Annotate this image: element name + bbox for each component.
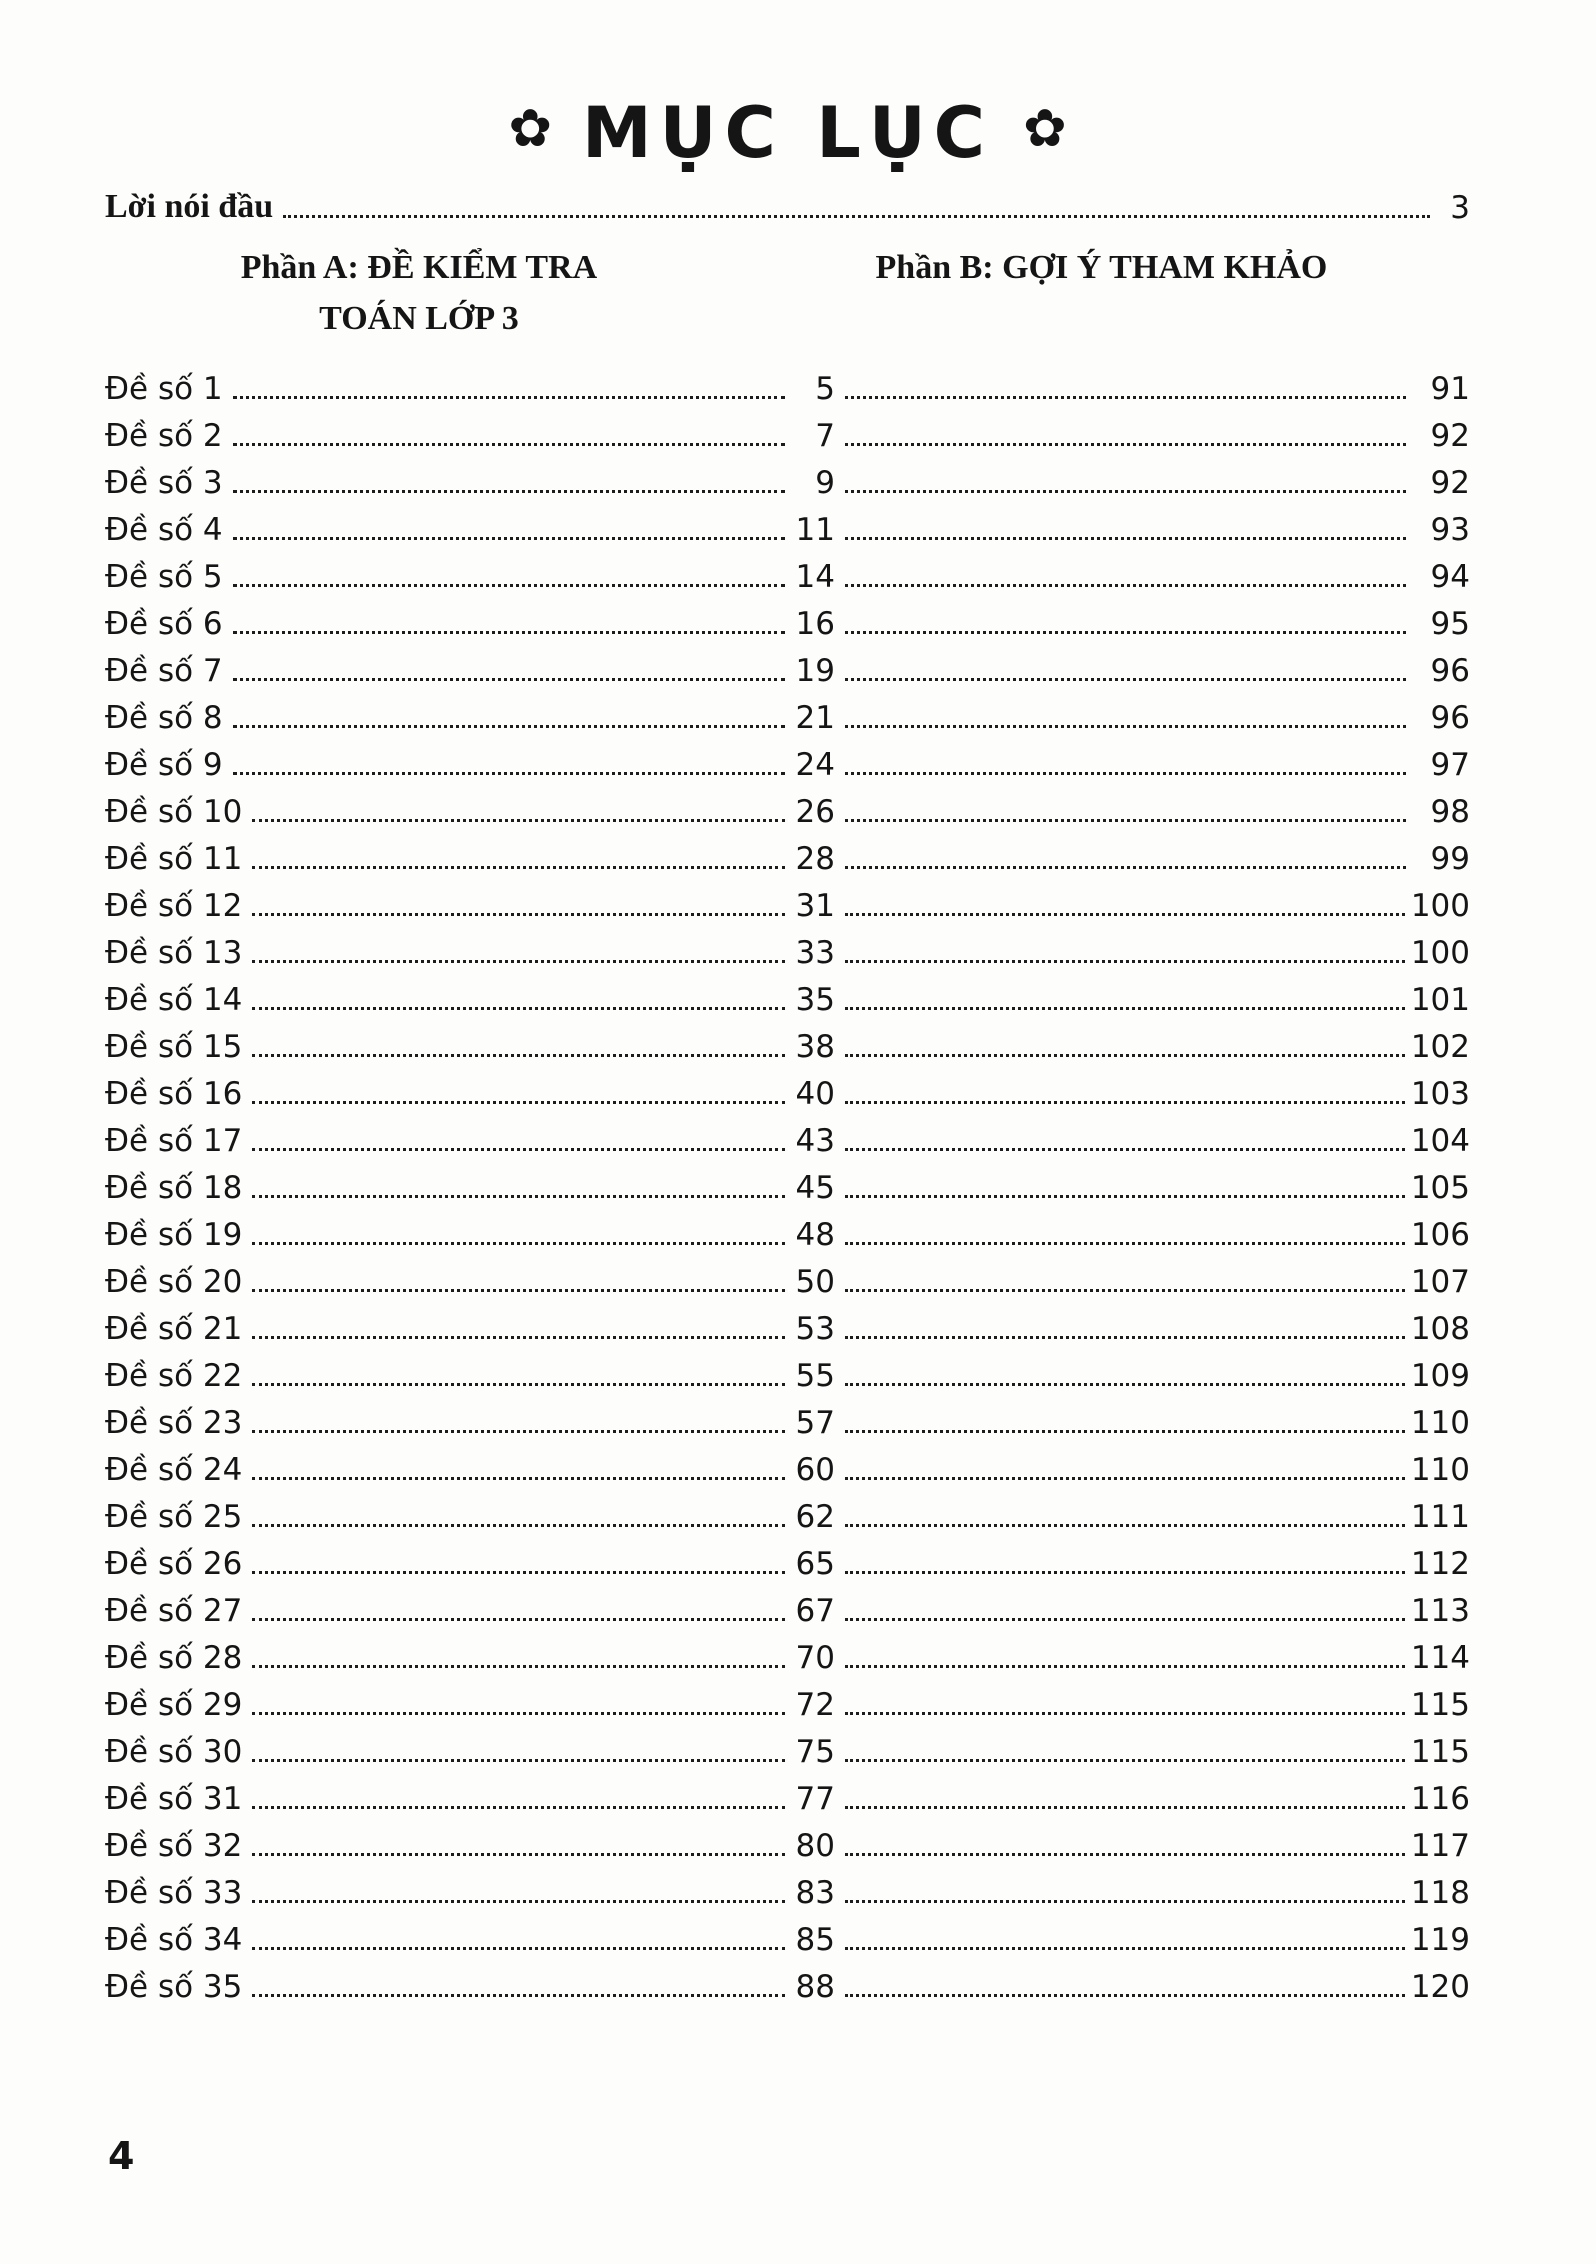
toc-entry-segment-a (105, 1499, 835, 1535)
toc-entry-segment-b (835, 1640, 1470, 1676)
toc-entry-page-b: 97 (1430, 747, 1470, 783)
toc-entry-page-a: 21 (795, 700, 835, 736)
toc-entry (105, 1300, 1470, 1347)
toc-entry-page-a: 70 (795, 1640, 835, 1676)
toc-entry-page-a: 45 (795, 1170, 835, 1206)
toc-entry-segment-b (835, 1405, 1470, 1441)
toc-entry-segment-a (105, 1123, 835, 1159)
toc-entry-page-a: 38 (795, 1029, 835, 1065)
toc-entry (105, 548, 1470, 595)
dot-leader (845, 1054, 1405, 1057)
toc-entry-label: Đề số 19 (105, 1217, 243, 1253)
toc-entry-label: Đề số 34 (105, 1922, 243, 1958)
header-part-a-line1: Phần A: ĐỀ KIỂM TRA (240, 249, 598, 286)
toc-entry-page-a: 33 (795, 935, 835, 971)
dot-leader (233, 725, 785, 728)
toc-entry-segment-b (835, 1734, 1470, 1770)
dot-leader (252, 866, 785, 869)
toc-entry-label: Đề số 11 (105, 841, 243, 877)
toc-entry-page-a: 40 (795, 1076, 835, 1112)
dot-leader (252, 1054, 785, 1057)
toc-entry (105, 1582, 1470, 1629)
dot-leader (845, 678, 1406, 681)
toc-entry-page-a: 7 (815, 418, 835, 454)
toc-entry-page-a: 11 (795, 512, 835, 548)
toc-entry-page-b: 120 (1410, 1969, 1470, 2005)
toc-entry-label: Đề số 14 (105, 982, 243, 1018)
dot-leader (233, 772, 785, 775)
dot-leader (845, 1477, 1405, 1480)
toc-entry-segment-a (105, 1029, 835, 1065)
dot-leader (845, 772, 1406, 775)
toc-entry-label: Đề số 15 (105, 1029, 243, 1065)
toc-entry-segment-b (835, 1969, 1470, 2005)
toc-entry-page-b: 92 (1430, 418, 1470, 454)
toc-entry-page-a: 77 (795, 1781, 835, 1817)
toc-entry (105, 1770, 1470, 1817)
toc-entry-segment-a (105, 1311, 835, 1347)
toc-entry-segment-a (105, 1358, 835, 1394)
toc-entry-label: Đề số 25 (105, 1499, 243, 1535)
dot-leader (845, 819, 1406, 822)
toc-entry-label: Đề số 3 (105, 465, 223, 501)
toc-entry-page-b: 92 (1430, 465, 1470, 501)
toc-entry-segment-a (105, 1546, 835, 1582)
dot-leader (845, 1430, 1405, 1433)
toc-entry-page-b: 119 (1410, 1922, 1470, 1958)
toc-entry-label: Đề số 2 (105, 418, 223, 454)
toc-entry-page-a: 14 (795, 559, 835, 595)
toc-entry-page-a: 43 (795, 1123, 835, 1159)
toc-entry-page-b: 116 (1410, 1781, 1470, 1817)
flower-icon-left: ✿ (508, 99, 552, 159)
toc-entry-page-a: 24 (795, 747, 835, 783)
toc-entry-segment-b (835, 559, 1470, 595)
toc-entry-label: Đề số 13 (105, 935, 243, 971)
toc-entry-segment-b (835, 935, 1470, 971)
toc-entry-label: Đề số 18 (105, 1170, 243, 1206)
toc-entry-label: Đề số 22 (105, 1358, 243, 1394)
toc-entry-label: Đề số 21 (105, 1311, 243, 1347)
preface-page-number: 3 (1450, 190, 1470, 226)
toc-entry-page-a: 9 (815, 465, 835, 501)
dot-leader (233, 443, 785, 446)
dot-leader (845, 1571, 1405, 1574)
toc-entry-segment-a (105, 982, 835, 1018)
dot-leader (283, 215, 1430, 218)
dot-leader (233, 537, 785, 540)
toc-entry-segment-a (105, 1687, 835, 1723)
toc-entry-segment-b (835, 841, 1470, 877)
toc-entry-segment-a (105, 371, 835, 407)
dot-leader (845, 1665, 1405, 1668)
toc-entry-page-a: 53 (795, 1311, 835, 1347)
dot-leader (252, 1383, 785, 1386)
toc-entry-label: Đề số 26 (105, 1546, 243, 1582)
toc-entry-page-a: 57 (795, 1405, 835, 1441)
toc-entry-page-b: 93 (1430, 512, 1470, 548)
dot-leader (845, 1994, 1405, 1997)
toc-entry-page-b: 106 (1410, 1217, 1470, 1253)
toc-entry (105, 1488, 1470, 1535)
toc-entry-segment-a (105, 1076, 835, 1112)
dot-leader (252, 1994, 785, 1997)
dot-leader (845, 1148, 1405, 1151)
toc-entry-segment-b (835, 1593, 1470, 1629)
toc-entry-page-b: 114 (1410, 1640, 1470, 1676)
dot-leader (252, 1524, 785, 1527)
header-part-a-line2: TOÁN LỚP 3 (319, 300, 519, 337)
toc-entry-page-b: 94 (1430, 559, 1470, 595)
toc-entry-label: Đề số 29 (105, 1687, 243, 1723)
dot-leader (252, 1477, 785, 1480)
toc-entry-page-b: 110 (1410, 1405, 1470, 1441)
toc-entry-page-b: 107 (1410, 1264, 1470, 1300)
toc-entry-label: Đề số 27 (105, 1593, 243, 1629)
toc-entry (105, 689, 1470, 736)
toc-entry-label: Đề số 23 (105, 1405, 243, 1441)
dot-leader (845, 960, 1405, 963)
toc-entry-page-b: 104 (1410, 1123, 1470, 1159)
toc-entry-segment-b (835, 1875, 1470, 1911)
toc-entry (105, 642, 1470, 689)
dot-leader (845, 1806, 1405, 1809)
page-title: MỤC LỤC (581, 92, 994, 174)
toc-entry-page-b: 91 (1430, 371, 1470, 407)
dot-leader (845, 1007, 1405, 1010)
dot-leader (252, 1289, 785, 1292)
toc-entry-page-b: 109 (1410, 1358, 1470, 1394)
toc-entry (105, 830, 1470, 877)
toc-entry-segment-a (105, 1781, 835, 1817)
dot-leader (845, 1101, 1405, 1104)
dot-leader (233, 396, 785, 399)
dot-leader (845, 537, 1406, 540)
toc-entry (105, 501, 1470, 548)
toc-entry-segment-b (835, 1029, 1470, 1065)
toc-entry-segment-a (105, 1217, 835, 1253)
toc-entry-page-b: 101 (1410, 982, 1470, 1018)
toc-list (105, 360, 1470, 2005)
toc-entry-segment-a (105, 841, 835, 877)
toc-entry-segment-a (105, 888, 835, 924)
toc-entry (105, 1911, 1470, 1958)
toc-entry-page-a: 83 (795, 1875, 835, 1911)
header-part-b-line1: Phần B: GỢI Ý THAM KHẢO (875, 249, 1328, 286)
flower-icon-right: ✿ (1023, 99, 1067, 159)
toc-entry (105, 1018, 1470, 1065)
toc-entry-page-b: 100 (1410, 935, 1470, 971)
toc-entry-page-b: 96 (1430, 653, 1470, 689)
toc-entry-page-b: 118 (1410, 1875, 1470, 1911)
toc-entry-segment-a (105, 1593, 835, 1629)
dot-leader (845, 584, 1406, 587)
dot-leader (252, 1806, 785, 1809)
toc-entry-segment-a (105, 1170, 835, 1206)
dot-leader (845, 631, 1406, 634)
toc-entry (105, 1206, 1470, 1253)
toc-entry-segment-a (105, 747, 835, 783)
dot-leader (252, 1101, 785, 1104)
toc-entry-segment-a (105, 1264, 835, 1300)
dot-leader (845, 913, 1405, 916)
toc-entry (105, 1864, 1470, 1911)
dot-leader (252, 960, 785, 963)
toc-entry-segment-a (105, 935, 835, 971)
dot-leader (252, 1618, 785, 1621)
toc-entry-label: Đề số 24 (105, 1452, 243, 1488)
toc-entry (105, 1441, 1470, 1488)
toc-entry-page-a: 50 (795, 1264, 835, 1300)
dot-leader (845, 1383, 1405, 1386)
toc-entry-label: Đề số 4 (105, 512, 223, 548)
toc-entry-segment-a (105, 465, 835, 501)
toc-entry-page-a: 85 (795, 1922, 835, 1958)
toc-entry-page-a: 62 (795, 1499, 835, 1535)
toc-entry-label: Đề số 16 (105, 1076, 243, 1112)
toc-entry (105, 1723, 1470, 1770)
toc-entry-page-a: 19 (795, 653, 835, 689)
dot-leader (252, 1336, 785, 1339)
toc-entry-page-a: 67 (795, 1593, 835, 1629)
toc-entry (105, 1394, 1470, 1441)
dot-leader (252, 1007, 785, 1010)
dot-leader (845, 396, 1406, 399)
toc-entry-label: Đề số 33 (105, 1875, 243, 1911)
preface-label: Lời nói đầu (105, 188, 274, 225)
toc-entry (105, 1535, 1470, 1582)
dot-leader (845, 1289, 1405, 1292)
toc-entry-label: Đề số 6 (105, 606, 223, 642)
dot-leader (252, 1195, 785, 1198)
footer-page-number: 4 (108, 2134, 135, 2178)
toc-entry-segment-b (835, 418, 1470, 454)
toc-entry-segment-b (835, 1264, 1470, 1300)
toc-entry-page-a: 48 (795, 1217, 835, 1253)
toc-entry-segment-b (835, 794, 1470, 830)
dot-leader (845, 866, 1406, 869)
toc-entry-segment-a (105, 512, 835, 548)
toc-entry-segment-a (105, 1640, 835, 1676)
toc-entry-page-b: 112 (1410, 1546, 1470, 1582)
toc-entry-segment-b (835, 747, 1470, 783)
dot-leader (252, 1665, 785, 1668)
dot-leader (252, 1148, 785, 1151)
toc-entry (105, 924, 1470, 971)
dot-leader (845, 1712, 1405, 1715)
toc-entry-segment-b (835, 982, 1470, 1018)
toc-entry-segment-a (105, 1405, 835, 1441)
column-headers (105, 242, 1470, 344)
toc-entry-segment-a (105, 1734, 835, 1770)
dot-leader (845, 1336, 1405, 1339)
toc-entry-page-a: 65 (795, 1546, 835, 1582)
header-part-a (105, 242, 733, 344)
toc-entry-page-a: 60 (795, 1452, 835, 1488)
toc-entry-label: Đề số 20 (105, 1264, 243, 1300)
toc-entry-page-b: 102 (1410, 1029, 1470, 1065)
dot-leader (845, 1853, 1405, 1856)
toc-entry-segment-b (835, 465, 1470, 501)
dot-leader (252, 1947, 785, 1950)
toc-entry (105, 407, 1470, 454)
toc-entry-page-b: 110 (1410, 1452, 1470, 1488)
toc-entry-page-b: 99 (1430, 841, 1470, 877)
toc-entry (105, 783, 1470, 830)
dot-leader (845, 1242, 1405, 1245)
toc-entry (105, 1159, 1470, 1206)
dot-leader (233, 584, 785, 587)
toc-entry-segment-b (835, 700, 1470, 736)
toc-entry-segment-b (835, 1781, 1470, 1817)
toc-entry-label: Đề số 28 (105, 1640, 243, 1676)
toc-entry (105, 360, 1470, 407)
toc-entry-segment-b (835, 512, 1470, 548)
toc-entry-segment-b (835, 1452, 1470, 1488)
dot-leader (252, 1430, 785, 1433)
toc-entry-page-b: 103 (1410, 1076, 1470, 1112)
dot-leader (845, 1759, 1405, 1762)
toc-entry-page-b: 117 (1410, 1828, 1470, 1864)
toc-entry (105, 595, 1470, 642)
toc-entry (105, 877, 1470, 924)
toc-entry-page-b: 95 (1430, 606, 1470, 642)
preface-row (105, 188, 1470, 226)
dot-leader (845, 1947, 1405, 1950)
toc-entry-label: Đề số 31 (105, 1781, 243, 1817)
toc-entry-page-b: 105 (1410, 1170, 1470, 1206)
toc-entry-segment-b (835, 371, 1470, 407)
dot-leader (845, 725, 1406, 728)
dot-leader (252, 913, 785, 916)
dot-leader (845, 1195, 1405, 1198)
toc-entry-page-b: 96 (1430, 700, 1470, 736)
toc-entry-page-b: 108 (1410, 1311, 1470, 1347)
toc-entry-segment-a (105, 700, 835, 736)
toc-entry-segment-b (835, 606, 1470, 642)
toc-entry-label: Đề số 7 (105, 653, 223, 689)
toc-entry (105, 1676, 1470, 1723)
toc-entry-label: Đề số 17 (105, 1123, 243, 1159)
dot-leader (252, 1242, 785, 1245)
toc-entry (105, 1065, 1470, 1112)
toc-entry-page-a: 5 (815, 371, 835, 407)
dot-leader (252, 1712, 785, 1715)
toc-entry-segment-b (835, 1123, 1470, 1159)
toc-entry-segment-b (835, 888, 1470, 924)
toc-entry-segment-b (835, 1687, 1470, 1723)
toc-entry-segment-a (105, 1875, 835, 1911)
page-title-row (105, 92, 1470, 174)
toc-entry-label: Đề số 1 (105, 371, 223, 407)
toc-entry-label: Đề số 32 (105, 1828, 243, 1864)
toc-entry-segment-a (105, 1969, 835, 2005)
toc-entry-segment-b (835, 1170, 1470, 1206)
dot-leader (845, 490, 1406, 493)
toc-entry (105, 971, 1470, 1018)
toc-entry-page-a: 16 (795, 606, 835, 642)
toc-entry-segment-b (835, 1358, 1470, 1394)
dot-leader (233, 631, 785, 634)
toc-entry-segment-b (835, 1546, 1470, 1582)
toc-entry-segment-a (105, 794, 835, 830)
toc-entry-label: Đề số 9 (105, 747, 223, 783)
dot-leader (845, 443, 1406, 446)
toc-entry-page-a: 35 (795, 982, 835, 1018)
dot-leader (252, 819, 785, 822)
toc-entry-page-b: 115 (1410, 1734, 1470, 1770)
toc-entry-page-a: 88 (795, 1969, 835, 2005)
toc-entry (105, 736, 1470, 783)
toc-entry-page-b: 98 (1430, 794, 1470, 830)
toc-entry (105, 1629, 1470, 1676)
toc-entry-segment-b (835, 1922, 1470, 1958)
dot-leader (252, 1853, 785, 1856)
toc-entry (105, 1112, 1470, 1159)
toc-entry-page-a: 31 (795, 888, 835, 924)
toc-entry-label: Đề số 5 (105, 559, 223, 595)
toc-entry (105, 1817, 1470, 1864)
toc-entry-segment-a (105, 606, 835, 642)
dot-leader (252, 1571, 785, 1574)
toc-entry-segment-b (835, 1217, 1470, 1253)
toc-entry-page-a: 75 (795, 1734, 835, 1770)
dot-leader (845, 1524, 1405, 1527)
toc-entry-label: Đề số 12 (105, 888, 243, 924)
toc-entry-segment-a (105, 559, 835, 595)
toc-entry-segment-a (105, 418, 835, 454)
toc-entry-page-a: 28 (795, 841, 835, 877)
toc-entry-segment-a (105, 1922, 835, 1958)
header-part-b (733, 242, 1470, 344)
toc-entry-page-b: 113 (1410, 1593, 1470, 1629)
toc-entry-segment-a (105, 1452, 835, 1488)
toc-entry-segment-b (835, 1076, 1470, 1112)
toc-entry-page-a: 55 (795, 1358, 835, 1394)
toc-entry-segment-b (835, 1311, 1470, 1347)
dot-leader (252, 1759, 785, 1762)
dot-leader (845, 1618, 1405, 1621)
toc-entry-label: Đề số 30 (105, 1734, 243, 1770)
toc-entry-label: Đề số 8 (105, 700, 223, 736)
dot-leader (233, 490, 785, 493)
toc-entry (105, 1347, 1470, 1394)
toc-entry-page-a: 26 (795, 794, 835, 830)
toc-entry (105, 1958, 1470, 2005)
toc-entry-page-a: 80 (795, 1828, 835, 1864)
dot-leader (252, 1900, 785, 1903)
toc-entry-segment-a (105, 1828, 835, 1864)
toc-entry-segment-b (835, 1828, 1470, 1864)
toc-entry-segment-b (835, 653, 1470, 689)
toc-entry-segment-b (835, 1499, 1470, 1535)
dot-leader (233, 678, 785, 681)
toc-entry-label: Đề số 10 (105, 794, 243, 830)
toc-entry-page-b: 100 (1410, 888, 1470, 924)
toc-entry (105, 454, 1470, 501)
toc-entry-label: Đề số 35 (105, 1969, 243, 2005)
toc-entry-page-b: 115 (1410, 1687, 1470, 1723)
toc-entry-page-a: 72 (795, 1687, 835, 1723)
toc-entry-page-b: 111 (1410, 1499, 1470, 1535)
toc-entry (105, 1253, 1470, 1300)
toc-entry-segment-a (105, 653, 835, 689)
dot-leader (845, 1900, 1405, 1903)
